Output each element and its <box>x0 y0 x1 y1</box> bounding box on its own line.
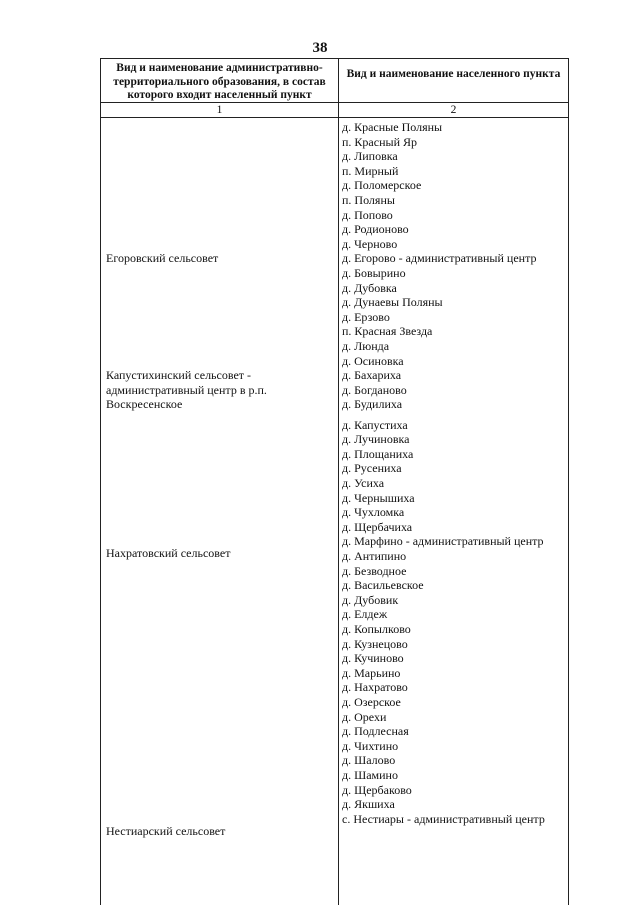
settlement-name: д. Красные Поляны <box>342 120 443 134</box>
district-name: Капустихинский сельсовет - <box>106 368 252 383</box>
settlement-name: д. Шалово <box>342 753 396 768</box>
settlement-name: д. Липовка <box>342 149 398 164</box>
column-number-1: 1 <box>216 104 223 116</box>
settlement-name: д. Усиха <box>342 475 385 490</box>
settlement-name: д. Лучиновка <box>342 432 410 447</box>
settlement-name: д. Егорово - административный центр <box>342 251 537 266</box>
settlement-name: д. Шамино <box>342 767 398 782</box>
header-column-1: Вид и наименование административно-территориального образования, в состав которого входит населенный пункт <box>113 62 326 101</box>
settlement-name: д. Копылково <box>342 621 411 636</box>
settlement-name: д. Марьино <box>342 665 401 680</box>
settlement-name: д. Кузнецово <box>342 636 408 651</box>
settlement-name: д. Безводное <box>342 563 407 578</box>
settlement-name: д. Щербаково <box>342 782 412 797</box>
settlement-name: д. Марфино - административный центр <box>342 534 544 549</box>
settlement-name: д. Капустиха <box>342 417 408 432</box>
settlement-name: д. Дубовик <box>342 592 399 607</box>
settlement-name: д. Чихтино <box>342 738 399 753</box>
settlement-name: д. Елдеж <box>342 607 388 622</box>
settlement-name: д. Ерзово <box>342 309 390 324</box>
settlement-name: д. Русениха <box>342 461 402 476</box>
settlement-name: д. Дунаевы Поляны <box>342 295 443 310</box>
settlement-name: п. Мирный <box>342 163 399 178</box>
column-number-2: 2 <box>450 104 457 116</box>
settlement-name: д. Васильевское <box>342 578 424 593</box>
settlement-name: д. Антипино <box>342 548 407 563</box>
settlement-name: п. Красный Яр <box>342 134 417 149</box>
column-number-divider <box>100 117 569 118</box>
settlement-name: д. Подлесная <box>342 724 409 739</box>
settlement-name: д. Попово <box>342 207 393 222</box>
district-name: Егоровский сельсовет <box>106 251 219 266</box>
settlement-name: д. Бахариха <box>342 368 402 383</box>
settlement-name: д. Осиновка <box>342 353 404 368</box>
settlement-name: п. Поляны <box>342 193 395 207</box>
settlement-name: д. Кучиново <box>342 651 404 666</box>
settlement-name: д. Богданово <box>342 382 407 397</box>
header-column-2: Вид и наименование населенного пункта <box>346 68 561 80</box>
district-name: Нестиарский сельсовет <box>106 823 226 838</box>
settlements-table <box>100 58 569 905</box>
settlement-name: д. Родионово <box>342 222 409 237</box>
settlement-name: д. Чернышиха <box>342 490 415 505</box>
district-name: административный центр в р.п. <box>106 382 267 397</box>
column-divider <box>338 58 339 905</box>
settlement-name: д. Поломерское <box>342 178 422 193</box>
settlement-name: д. Якшиха <box>342 797 395 812</box>
page-number: 38 <box>312 40 328 56</box>
settlement-name: д. Площаниха <box>342 446 414 461</box>
settlement-name: д. Озерское <box>342 694 401 709</box>
district-name: Нахратовский сельсовет <box>106 546 231 561</box>
settlement-name: п. Красная Звезда <box>342 324 433 339</box>
settlement-name: д. Орехи <box>342 709 387 724</box>
settlement-name: д. Нахратово <box>342 680 408 695</box>
settlement-name: д. Люнда <box>342 339 390 353</box>
settlement-name: д. Бовырино <box>342 266 406 280</box>
settlement-name: д. Дубовка <box>342 280 397 295</box>
settlement-name: д. Щербачиха <box>342 519 413 534</box>
settlement-name: с. Нестиары - административный центр <box>342 811 545 826</box>
district-name: Воскресенское <box>106 397 183 412</box>
settlement-name: д. Будилиха <box>342 397 403 412</box>
settlement-name: д. Черново <box>342 236 398 251</box>
settlement-name: д. Чухломка <box>342 505 405 520</box>
